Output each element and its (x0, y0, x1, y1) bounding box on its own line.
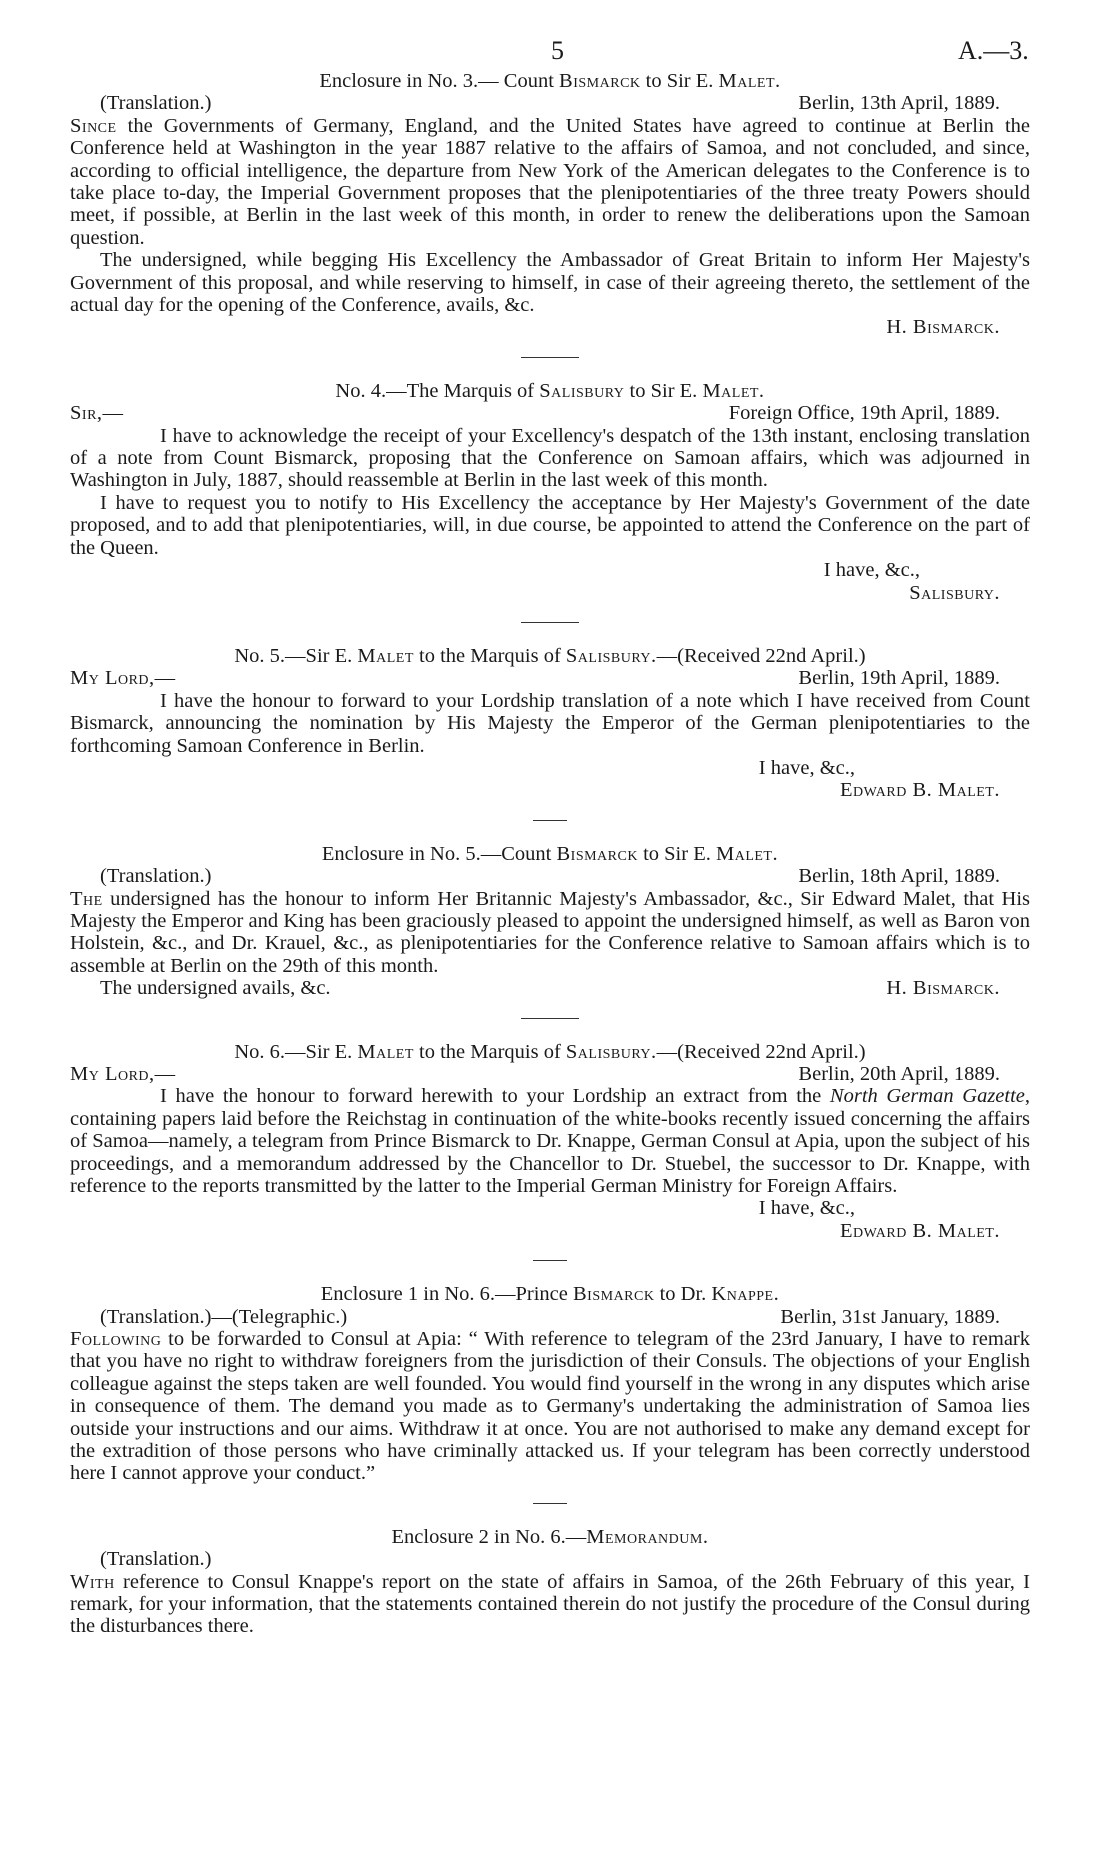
salutation: My Lord,— (70, 667, 176, 690)
letter-date: Foreign Office, 19th April, 1889. (728, 402, 1000, 425)
enclosure-1-in-no-6 (70, 1283, 1030, 1485)
paragraph: I have to acknowledge the receipt of your Excellency's despatch of the 13th instant, enclosing translation of a note from Count Bismarck, proposing that the Conference on Samoan affairs, which was adjourned in Washington in July, 1887, should reassemble at Berlin in the last week of this month. (70, 424, 1030, 492)
letter-date: Berlin, 20th April, 1889. (798, 1062, 1000, 1085)
paragraph: I have the honour to forward to your Lordship translation of a note which I have received from Count Bismarck, announcing the nomination by His Majesty the Emperor of the German plenipotentiaries to the forthcoming Samoan Conference in Berlin. (70, 689, 1030, 757)
dateline (70, 1063, 1030, 1085)
dateline (70, 865, 1030, 887)
dateline (70, 1548, 1030, 1570)
dateline (70, 92, 1030, 114)
translation-label: (Translation.) (100, 865, 212, 888)
paragraph: The undersigned avails, &c. (100, 977, 331, 1000)
closing: I have, &c., (758, 756, 855, 779)
section-heading: Enclosure 2 in No. 6.—Memorandum. (391, 1525, 709, 1548)
letter-date: Berlin, 31st January, 1889. (780, 1305, 1000, 1328)
translation-label: (Translation.)—(Telegraphic.) (100, 1305, 348, 1328)
section-divider (521, 357, 579, 358)
signature: Salisbury. (909, 581, 1000, 604)
salutation: Sir,— (70, 402, 124, 425)
signature: H. Bismarck. (886, 977, 1000, 1000)
paragraph: With reference to Consul Knappe's report on the state of affairs in Samoa, of the 26th February of this year, I remark, for your information, that the statements contained therein do not justify the procedure of the Consul during the disturbances there. (70, 1570, 1031, 1638)
section-divider (521, 622, 579, 623)
section-heading: Enclosure in No. 3.— Count Bismarck to Sir E. Malet. (319, 70, 781, 92)
section-heading: No. 6.—Sir E. Malet to the Marquis of Salisbury.—(Received 22nd April.) (234, 1040, 866, 1063)
closing: I have, &c., (758, 1197, 855, 1220)
section-heading: No. 5.—Sir E. Malet to the Marquis of Salisbury.—(Received 22nd April.) (234, 644, 866, 667)
no-5-malet-to-salisbury (70, 645, 1030, 802)
section-heading: No. 4.—The Marquis of Salisbury to Sir E. Malet. (335, 379, 765, 402)
dateline (70, 667, 1030, 689)
dateline (70, 402, 1030, 424)
page-number: 5 (551, 36, 564, 65)
enclosure-in-no-3 (70, 70, 1030, 339)
signature: H. Bismarck. (886, 316, 1000, 339)
no-4-salisbury-to-malet (70, 380, 1030, 604)
publication-title: North German Gazette (829, 1085, 1025, 1108)
page-header (70, 0, 1030, 70)
paragraph: The undersigned, while begging His Excellency the Ambassador of Great Britain to inform Her Majesty's Government of this proposal, and while reserving to himself, in case of their agreeing thereto, the settlement of the actual day for the opening of the Conference, avails, &c. (70, 249, 1030, 317)
letter-date: Berlin, 19th April, 1889. (798, 667, 1000, 690)
paragraph: The undersigned has the honour to inform Her Britannic Majesty's Ambassador, &c., Sir Edward Malet, that His Majesty the Emperor and King has been graciously pleased to appoint the undersigned himself, as well as Baron von Holstein, &c., and Dr. Krauel, &c., as plenipotentiaries for the Conference relative to Samoan affairs which is to assemble at Berlin on the 29th of this month. (70, 887, 1030, 977)
section-heading: Enclosure in No. 5.—Count Bismarck to Sir E. Malet. (321, 842, 779, 865)
document-reference: A.—3. (958, 36, 1029, 65)
closing: I have, &c., (823, 559, 920, 582)
section-divider (521, 1018, 579, 1019)
letter-date: Berlin, 13th April, 1889. (798, 92, 1000, 115)
enclosure-in-no-5 (70, 843, 1030, 1000)
closing-line (70, 977, 1030, 999)
paragraph: Since the Governments of Germany, England, and the United States have agreed to continue at Berlin the Conference held at Washington in the year 1887 relative to the affairs of Samoa, and not concluded, and since, according to official intelligence, the departure from New York of the American delegates to the Conference is to take place to-day, the Imperial Government proposes that the plenipotentiaries of the three treaty Powers should meet, if possible, at Berlin in the last week of this month, in order to renew the deliberations upon the Samoan question. (70, 114, 1030, 249)
paragraph: Following to be forwarded to Consul at Apia: “ With reference to telegram of the 23rd January, I have to remark that you have no right to withdraw foreigners from the jurisdiction of their Consuls. The objections of your English colleague against the steps taken are well founded. You would find yourself in the wrong in any disputes which arise in consequence of them. The demand you made as to Germany's undertaking the administration of Samoa lies outside your instructions and our aims. Withdraw it at once. You are not authorised to make any demand except for the extradition of those persons who have criminally attacked us. If your telegram has been correctly understood here I cannot approve your conduct.” (70, 1327, 1030, 1485)
section-heading: Enclosure 1 in No. 6.—Prince Bismarck to Dr. Knappe. (320, 1283, 780, 1306)
section-divider (533, 820, 567, 821)
paragraph: I have the honour to forward herewith to your Lordship an extract from the North German Gazette, containing papers laid before the Reichstag in continuation of the white-books recently issued concerning the affairs of Samoa—namely, a telegram from Prince Bismarck to Dr. Knappe, German Consul at Apia, upon the subject of his proceedings, and a memorandum addressed by the Chancellor to Dr. Stuebel, the successor to Dr. Knappe, with reference to the reports transmitted by the latter to the Imperial German Ministry for Foreign Affairs. (70, 1085, 1031, 1197)
paragraph: I have to request you to notify to His Excellency the acceptance by Her Majesty's Government of the date proposed, and to add that plenipotentiaries, will, in due course, be appointed to attend the Conference on the part of the Queen. (70, 491, 1030, 559)
dateline (70, 1306, 1030, 1328)
enclosure-2-in-no-6 (70, 1526, 1030, 1638)
translation-label: (Translation.) (100, 1548, 212, 1571)
translation-label: (Translation.) (100, 92, 212, 115)
section-divider (533, 1503, 567, 1504)
letter-date: Berlin, 18th April, 1889. (798, 865, 1000, 888)
salutation: My Lord,— (70, 1062, 176, 1085)
signature: Edward B. Malet. (839, 779, 1000, 802)
no-6-malet-to-salisbury (70, 1041, 1030, 1243)
document-page (70, 0, 1030, 1638)
section-divider (533, 1260, 567, 1261)
signature: Edward B. Malet. (839, 1219, 1000, 1242)
